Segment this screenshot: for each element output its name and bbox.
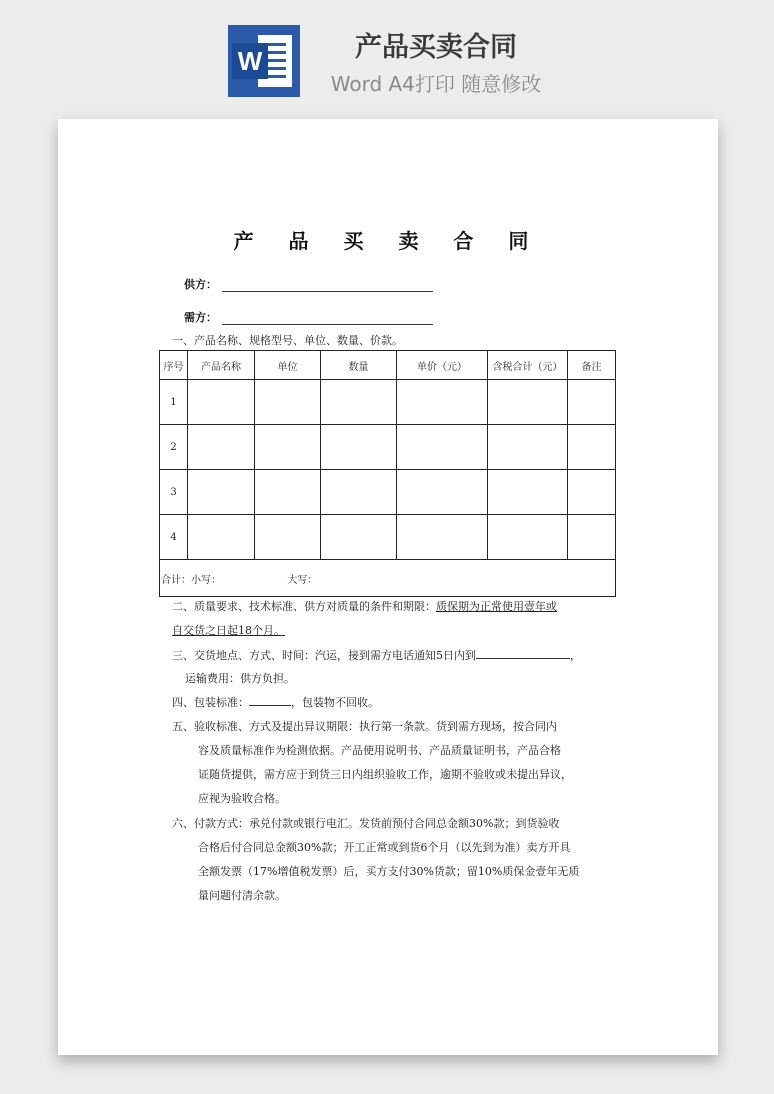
table-cell[interactable] <box>568 515 616 560</box>
section-2-line-2: 自交货之日起18个月。 <box>172 624 285 637</box>
word-icon-letter: W <box>232 43 268 79</box>
section-4 <box>172 691 379 715</box>
watermark <box>89 469 115 501</box>
packaging-blank[interactable] <box>249 693 291 706</box>
table-cell[interactable] <box>321 515 397 560</box>
table-cell[interactable] <box>188 470 255 515</box>
section-2-line-1 <box>172 595 557 619</box>
table-row <box>160 425 616 470</box>
section-3-line-2: 运输费用：供方负担。 <box>185 672 295 685</box>
document-page <box>58 119 718 1055</box>
table-row <box>160 380 616 425</box>
table-cell[interactable] <box>568 425 616 470</box>
page-header <box>0 0 774 110</box>
section-5-line-2: 容及质量标准作为检测依据。产品使用说明书、产品质量证明书，产品合格 <box>198 744 561 757</box>
section-5-line-3: 证随货提供，需方应于到货三日内组织验收工作，逾期不验收或未提出异议， <box>198 768 572 781</box>
table-cell[interactable] <box>397 380 488 425</box>
table-cell[interactable] <box>568 380 616 425</box>
buyer-label: 需方： <box>184 311 217 324</box>
table-cell[interactable] <box>397 515 488 560</box>
table-cell[interactable] <box>488 515 568 560</box>
header-subtitle: Word A4打印 随意修改 <box>330 72 542 96</box>
table-cell[interactable] <box>488 425 568 470</box>
table-cell[interactable] <box>488 380 568 425</box>
table-header-cell: 含税合计（元） <box>488 351 568 380</box>
section-6-line-3: 全额发票（17%增值税发票）后，买方支付30%货款；留10%质保金壹年无质 <box>198 865 580 878</box>
total-lower-label: 合计：小写： <box>161 574 221 586</box>
section-6-line-1: 六、付款方式：承兑付款或银行电汇。发货前预付合同总金额30%款；到货验收 <box>172 817 560 830</box>
section-6-line-4: 量问题付清余款。 <box>198 889 286 902</box>
table-cell[interactable] <box>397 425 488 470</box>
section-5-line-4: 应视为验收合格。 <box>198 792 286 805</box>
table-cell[interactable] <box>321 470 397 515</box>
row-number: 2 <box>160 425 188 470</box>
header-title: 产品买卖合同 <box>355 32 517 63</box>
section-6-line-2: 合格后付合同总金额30%款；开工正常或到货6个月（以先到为准）卖方开具 <box>198 841 571 854</box>
word-icon <box>228 25 300 97</box>
table-header-cell: 单位 <box>255 351 321 380</box>
table-cell[interactable] <box>255 425 321 470</box>
table-cell[interactable] <box>255 470 321 515</box>
table-cell[interactable] <box>255 380 321 425</box>
table-cell[interactable] <box>255 515 321 560</box>
buyer-field-line[interactable] <box>222 324 433 325</box>
total-upper-label: 大写： <box>287 574 318 586</box>
section-4-suffix: ，包装物不回收。 <box>291 696 379 709</box>
table-cell[interactable] <box>321 380 397 425</box>
table-header-cell: 序号 <box>160 351 188 380</box>
section-1: 一、产品名称、规格型号、单位、数量、价款。 <box>172 334 403 347</box>
row-number: 3 <box>160 470 188 515</box>
table-total-row <box>160 560 616 597</box>
supplier-field-line[interactable] <box>222 291 433 292</box>
table-row <box>160 470 616 515</box>
section-3-text: 三、交货地点、方式、时间：汽运，接到需方电话通知5日内到 <box>172 649 476 662</box>
supplier-label: 供方： <box>184 278 217 291</box>
table-cell[interactable] <box>321 425 397 470</box>
table-cell[interactable] <box>488 470 568 515</box>
table-header-row <box>160 351 616 380</box>
table-cell[interactable] <box>397 470 488 515</box>
warranty-text: 质保期为正常使用壹年或 <box>436 600 557 613</box>
goods-table <box>159 350 616 597</box>
table-header-cell: 单价（元） <box>397 351 488 380</box>
table-header-cell: 数量 <box>321 351 397 380</box>
table-cell[interactable] <box>188 515 255 560</box>
table-cell[interactable] <box>568 470 616 515</box>
document-title: 产 品 买 卖 合 同 <box>233 229 543 253</box>
section-3-comma: ， <box>570 649 581 662</box>
total-cell[interactable] <box>160 560 616 597</box>
section-2-text: 二、质量要求、技术标准、供方对质量的条件和期限： <box>172 600 436 613</box>
table-row <box>160 515 616 560</box>
table-cell[interactable] <box>188 425 255 470</box>
section-3-line-1 <box>172 644 581 668</box>
section-4-text: 四、包装标准： <box>172 696 249 709</box>
table-cell[interactable] <box>188 380 255 425</box>
delivery-place-blank[interactable] <box>476 646 570 659</box>
table-header-cell: 产品名称 <box>188 351 255 380</box>
row-number: 4 <box>160 515 188 560</box>
table-header-cell: 备注 <box>568 351 616 380</box>
row-number: 1 <box>160 380 188 425</box>
section-5-line-1: 五、验收标准、方式及提出异议期限：执行第一条款。货到需方现场，按合同内 <box>172 720 557 733</box>
